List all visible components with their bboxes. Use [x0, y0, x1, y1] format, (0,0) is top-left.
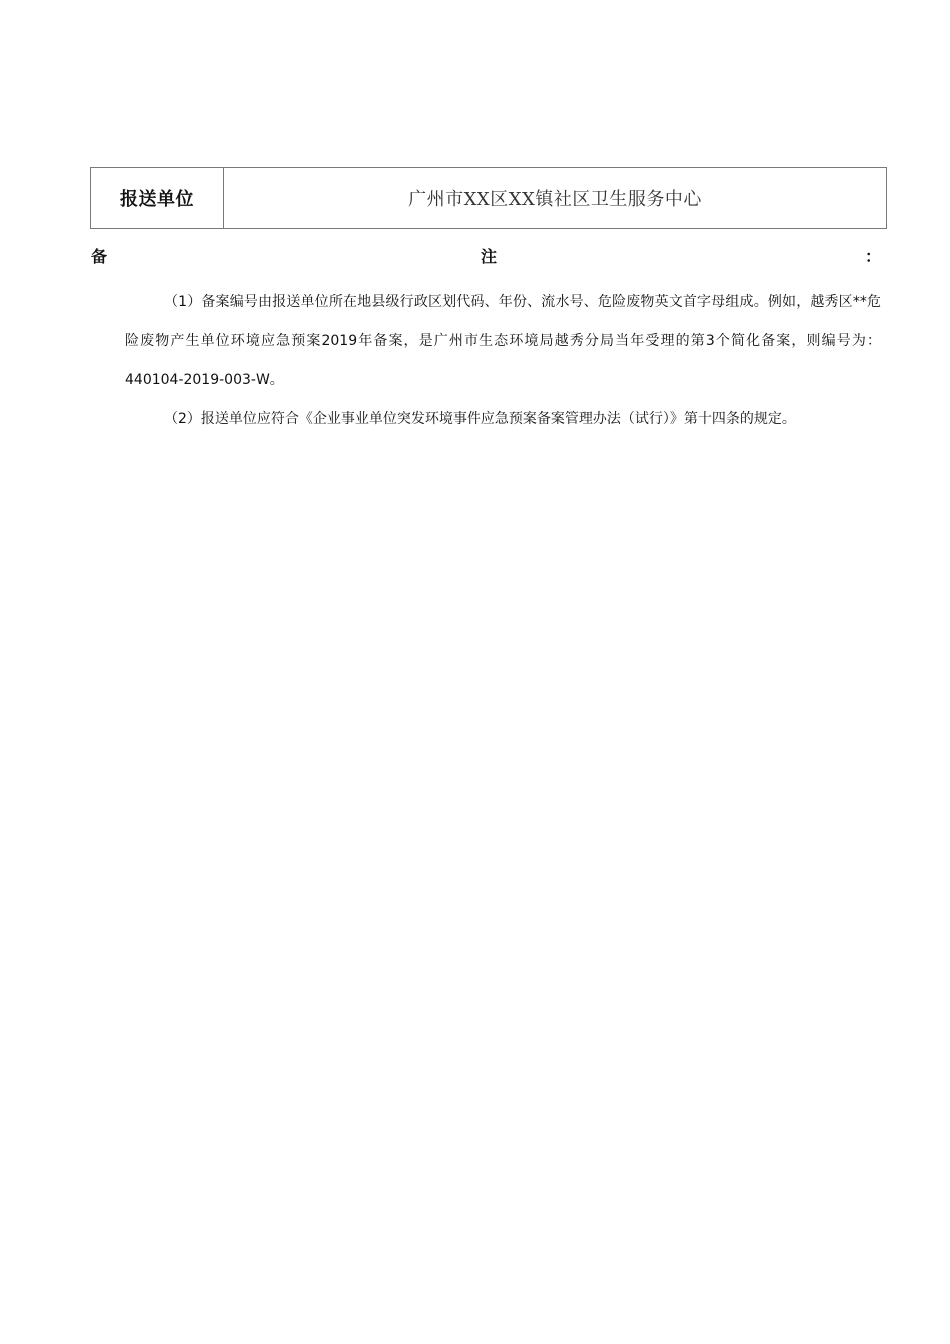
remark-note-2: （2）报送单位应符合《企业事业单位突发环境事件应急预案备案管理办法（试行）》第十四条的规定。	[164, 411, 796, 427]
remarks-heading-colon: ：	[864, 247, 881, 266]
submitting-unit-label: 报送单位	[91, 168, 224, 229]
table-row	[91, 168, 887, 229]
submitting-unit-table	[90, 167, 887, 229]
remarks-heading-char: 注	[481, 247, 498, 266]
submitting-unit-value: 广州市XX区XX镇社区卫生服务中心	[224, 168, 887, 229]
remarks-notes	[125, 283, 881, 439]
remarks-heading	[91, 246, 881, 268]
remark-note-1: （1）备案编号由报送单位所在地县级行政区划代码、年份、流水号、危险废物英文首字母组成。例如，越秀区**危险废物产生单位环境应急预案2019年备案，是广州市生态环境局越秀分局当年受理的第3个简化备案，则编号为：440104-2019-003-W。	[125, 294, 881, 388]
remarks-heading-char: 备	[91, 247, 108, 266]
